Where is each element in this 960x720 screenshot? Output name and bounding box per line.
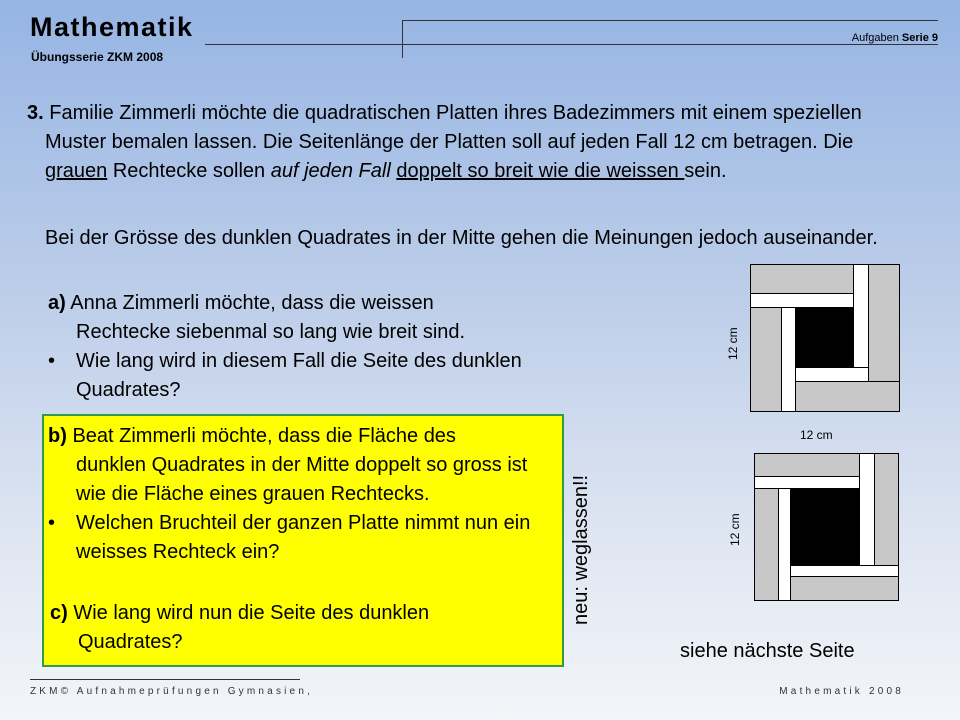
part-b-bullet: • (48, 512, 56, 534)
header-rule-vertical (402, 20, 403, 58)
task-text-1: Familie Zimmerli möchte die quadratischen Platten ihres Badezimmers mit einem speziellen Muster bemalen lassen. Die Seitenlänge der Platten soll auf jeden Fall 12 cm betragen. Die (43, 102, 862, 153)
tile-a-gray-bottom (796, 382, 900, 412)
dim-top-vertical: 12 cm (726, 327, 740, 360)
side-note: neu: weglassen!! (570, 474, 592, 625)
tile-a-white-right (854, 265, 869, 368)
part-a-label: a) (48, 292, 66, 314)
tile-b-white-bottom (791, 566, 899, 577)
part-a (48, 289, 568, 405)
series-prefix: Aufgaben (851, 32, 902, 44)
task-text-2: Rechtecke sollen (107, 160, 271, 182)
series-label (852, 32, 938, 44)
tile-figure-a (750, 264, 900, 412)
tile-b-gray-right (875, 454, 899, 566)
part-a-bullet: • (48, 350, 56, 372)
dim-bottom-vertical: 12 cm (728, 513, 742, 546)
part-c (50, 599, 560, 657)
tile-a-white-bottom (796, 368, 869, 382)
task-number: 3. (27, 102, 44, 124)
tile-b-dark-square (791, 489, 860, 566)
part-c-line2: Quadrates? (78, 631, 183, 653)
tile-b-gray-top (755, 454, 860, 477)
part-b-label: b) (48, 425, 67, 447)
tile-a-white-left (782, 308, 796, 412)
task-underline-grauen: grauen (45, 160, 108, 182)
task-underline-doppelt: doppelt so breit wie die weissen (396, 160, 685, 182)
dim-top-horizontal: 12 cm (800, 428, 833, 442)
part-a-question: Wie lang wird in diesem Fall die Seite des dunklen Quadrates? (76, 350, 522, 401)
tile-b-gray-bottom (791, 577, 899, 601)
part-b-line1: Beat Zimmerli möchte, dass die Fläche des (66, 425, 456, 447)
tile-b-gray-left (755, 489, 779, 601)
series-number: Serie 9 (901, 32, 938, 44)
tile-b-white-top (755, 477, 860, 489)
tile-figure-b (754, 453, 899, 601)
task-disagreement: Bei der Grösse des dunklen Quadrates in der Mitte gehen die Meinungen jedoch auseinander. (45, 227, 878, 249)
part-a-line2: Rechtecke siebenmal so lang wie breit sind. (76, 321, 466, 343)
part-b-line2: dunklen Quadrates in der Mitte doppelt so gross ist wie die Fläche eines grauen Rechtecks. (76, 454, 528, 505)
tile-a-gray-left (751, 308, 782, 412)
tile-b-white-left (779, 489, 791, 601)
part-c-line1: Wie lang wird nun die Seite des dunklen (67, 602, 430, 624)
page-subtitle: Übungsserie ZKM 2008 (31, 50, 164, 64)
next-page-note: siehe nächste Seite (680, 640, 855, 662)
part-c-label: c) (50, 602, 68, 624)
tile-a-gray-right (869, 265, 900, 382)
tile-a-white-top (751, 294, 854, 308)
task-intro (27, 99, 915, 186)
task-italic: auf jeden Fall (270, 160, 391, 182)
part-b (48, 422, 558, 567)
tile-b-white-right (860, 454, 875, 566)
part-a-line1: Anna Zimmerli möchte, dass die weissen (65, 292, 434, 314)
part-b-question: Welchen Bruchteil der ganzen Platte nimmt nun ein weisses Rechteck ein? (76, 512, 531, 563)
header-rule-top (402, 20, 938, 21)
page-title: Mathematik (30, 12, 194, 42)
footer-left: ZKM© Aufnahmeprüfungen Gymnasien, (30, 686, 314, 697)
tile-a-dark-square (796, 308, 854, 368)
tile-a-gray-top (751, 265, 854, 294)
task-text-4: sein. (684, 160, 727, 182)
footer-right: Mathematik 2008 (779, 686, 904, 697)
footer-rule (30, 679, 300, 680)
header-rule-bottom (205, 44, 938, 45)
